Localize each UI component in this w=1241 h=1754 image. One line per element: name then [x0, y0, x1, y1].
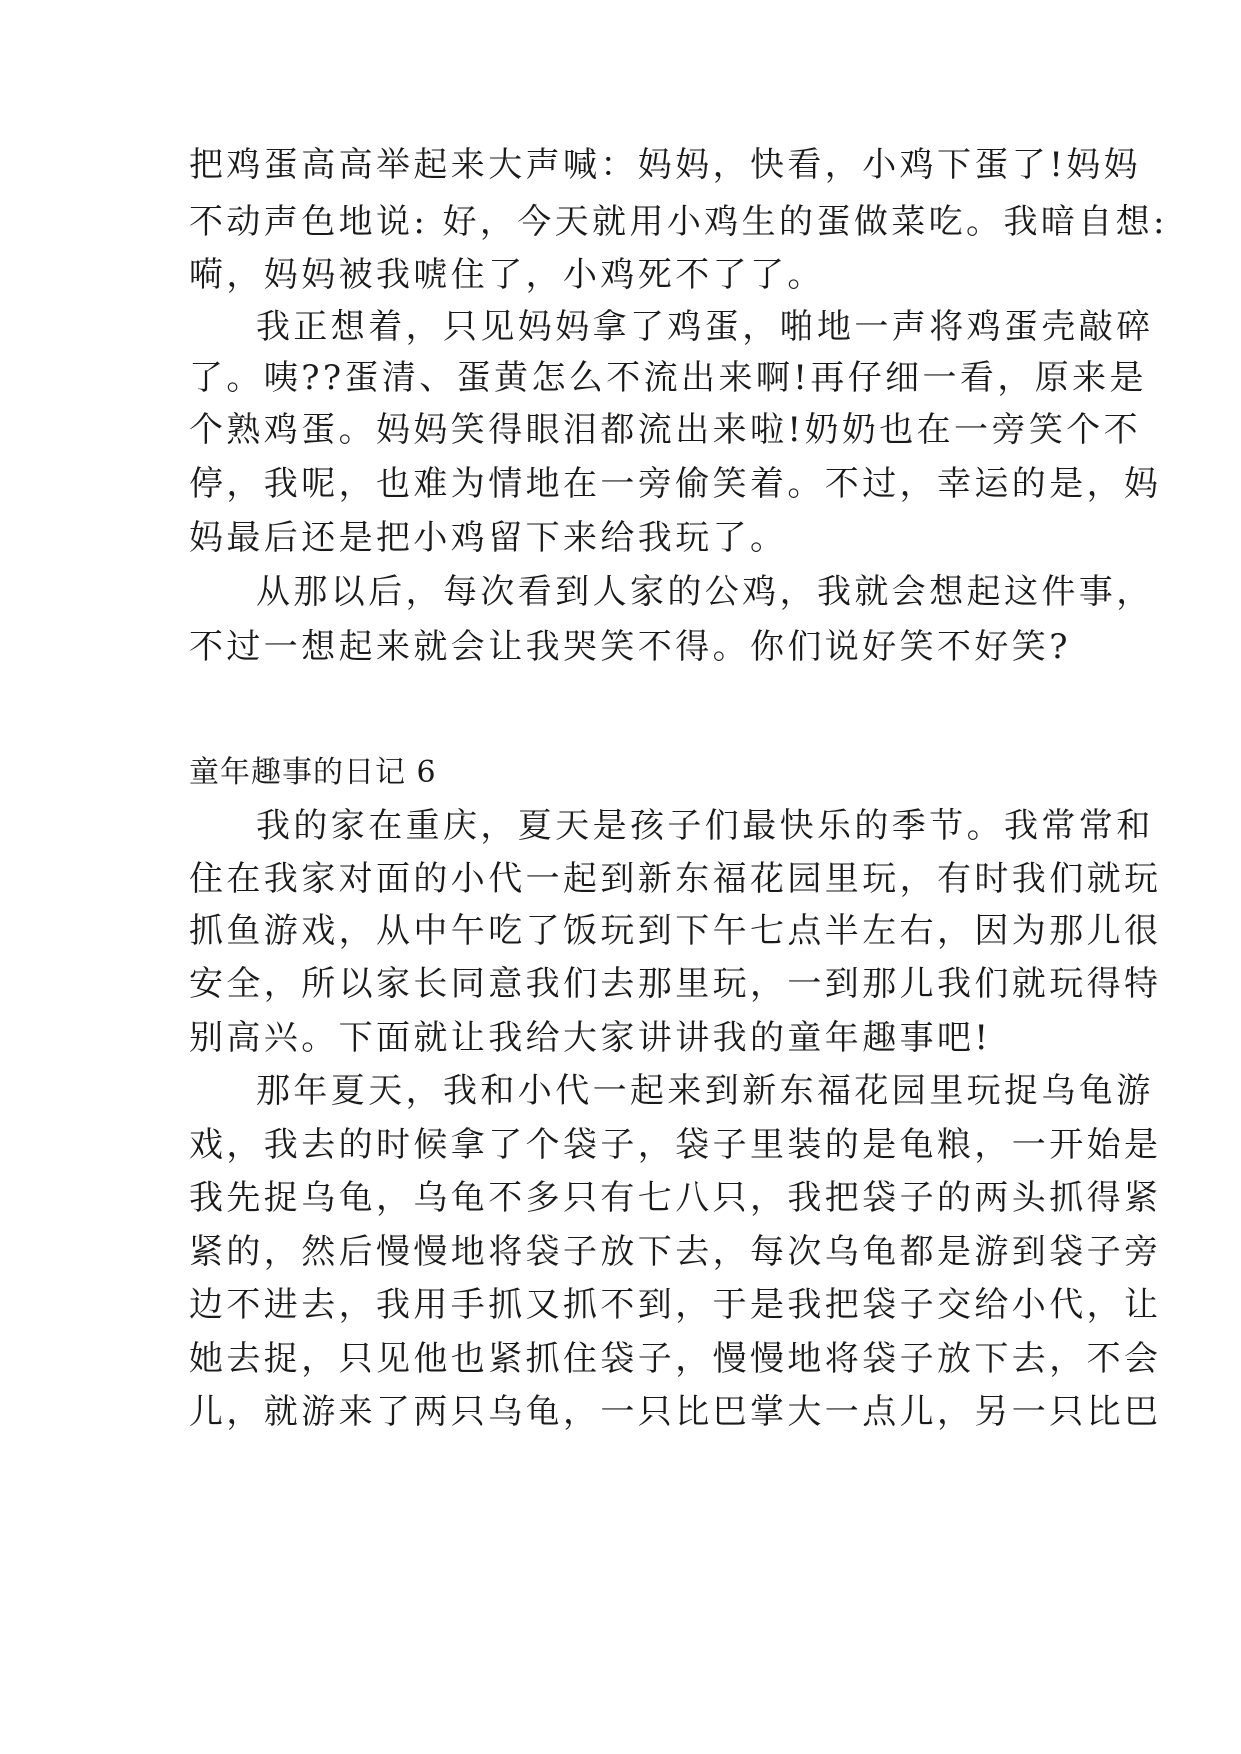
text-line: 安全，所以家长同意我们去那里玩，一到那儿我们就玩得特	[189, 964, 1162, 1004]
text-line: 别高兴。下面就让我给大家讲讲我的童年趣事吧!	[189, 1018, 992, 1058]
text-line: 边不进去，我用手抓又抓不到，于是我把袋子交给小代，让	[189, 1285, 1162, 1325]
text-line: 个熟鸡蛋。妈妈笑得眼泪都流出来啦!奶奶也在一旁笑个不	[189, 410, 1142, 450]
text-line: 儿，就游来了两只乌龟，一只比巴掌大一点儿，另一只比巴	[189, 1392, 1162, 1432]
text-line: 紧的，然后慢慢地将袋子放下去，每次乌龟都是游到袋子旁	[189, 1232, 1162, 1272]
text-line: 她去捉，只见他也紧抓住袋子，慢慢地将袋子放下去，不会	[189, 1339, 1162, 1379]
text-line: 不过一想起来就会让我哭笑不得。你们说好笑不好笑?	[189, 627, 1071, 667]
text-line: 把鸡蛋高高举起来大声喊：妈妈，快看，小鸡下蛋了!妈妈	[189, 145, 1142, 185]
text-line: 戏，我去的时候拿了个袋子，袋子里装的是龟粮，一开始是	[189, 1125, 1162, 1165]
text-line: 我先捉乌龟，乌龟不多只有七八只，我把袋子的两头抓得紧	[189, 1178, 1162, 1218]
section-heading: 童年趣事的日记 6	[189, 755, 437, 790]
paragraph-start-line: 从那以后，每次看到人家的公鸡，我就会想起这件事，	[256, 572, 1154, 612]
paragraph-start-line: 我正想着，只见妈妈拿了鸡蛋，啪地一声将鸡蛋壳敲碎	[256, 307, 1154, 347]
text-line: 妈最后还是把小鸡留下来给我玩了。	[189, 518, 788, 558]
text-line: 抓鱼游戏，从中午吃了饭玩到下午七点半左右，因为那儿很	[189, 911, 1162, 951]
text-line: 了。咦??蛋清、蛋黄怎么不流出来啊!再仔细一看，原来是	[189, 358, 1147, 398]
text-line: 嗬，妈妈被我唬住了，小鸡死不了了。	[189, 255, 825, 295]
paragraph-start-line: 我的家在重庆，夏天是孩子们最快乐的季节。我常常和	[256, 806, 1154, 846]
text-line: 住在我家对面的小代一起到新东福花园里玩，有时我们就玩	[189, 859, 1162, 899]
text-line: 停，我呢，也难为情地在一旁偷笑着。不过，幸运的是，妈	[189, 464, 1162, 504]
text-line: 不动声色地说: 好，今天就用小鸡生的蛋做菜吃。我暗自想:	[189, 202, 1168, 242]
paragraph-start-line: 那年夏天，我和小代一起来到新东福花园里玩捉乌龟游	[256, 1071, 1154, 1111]
